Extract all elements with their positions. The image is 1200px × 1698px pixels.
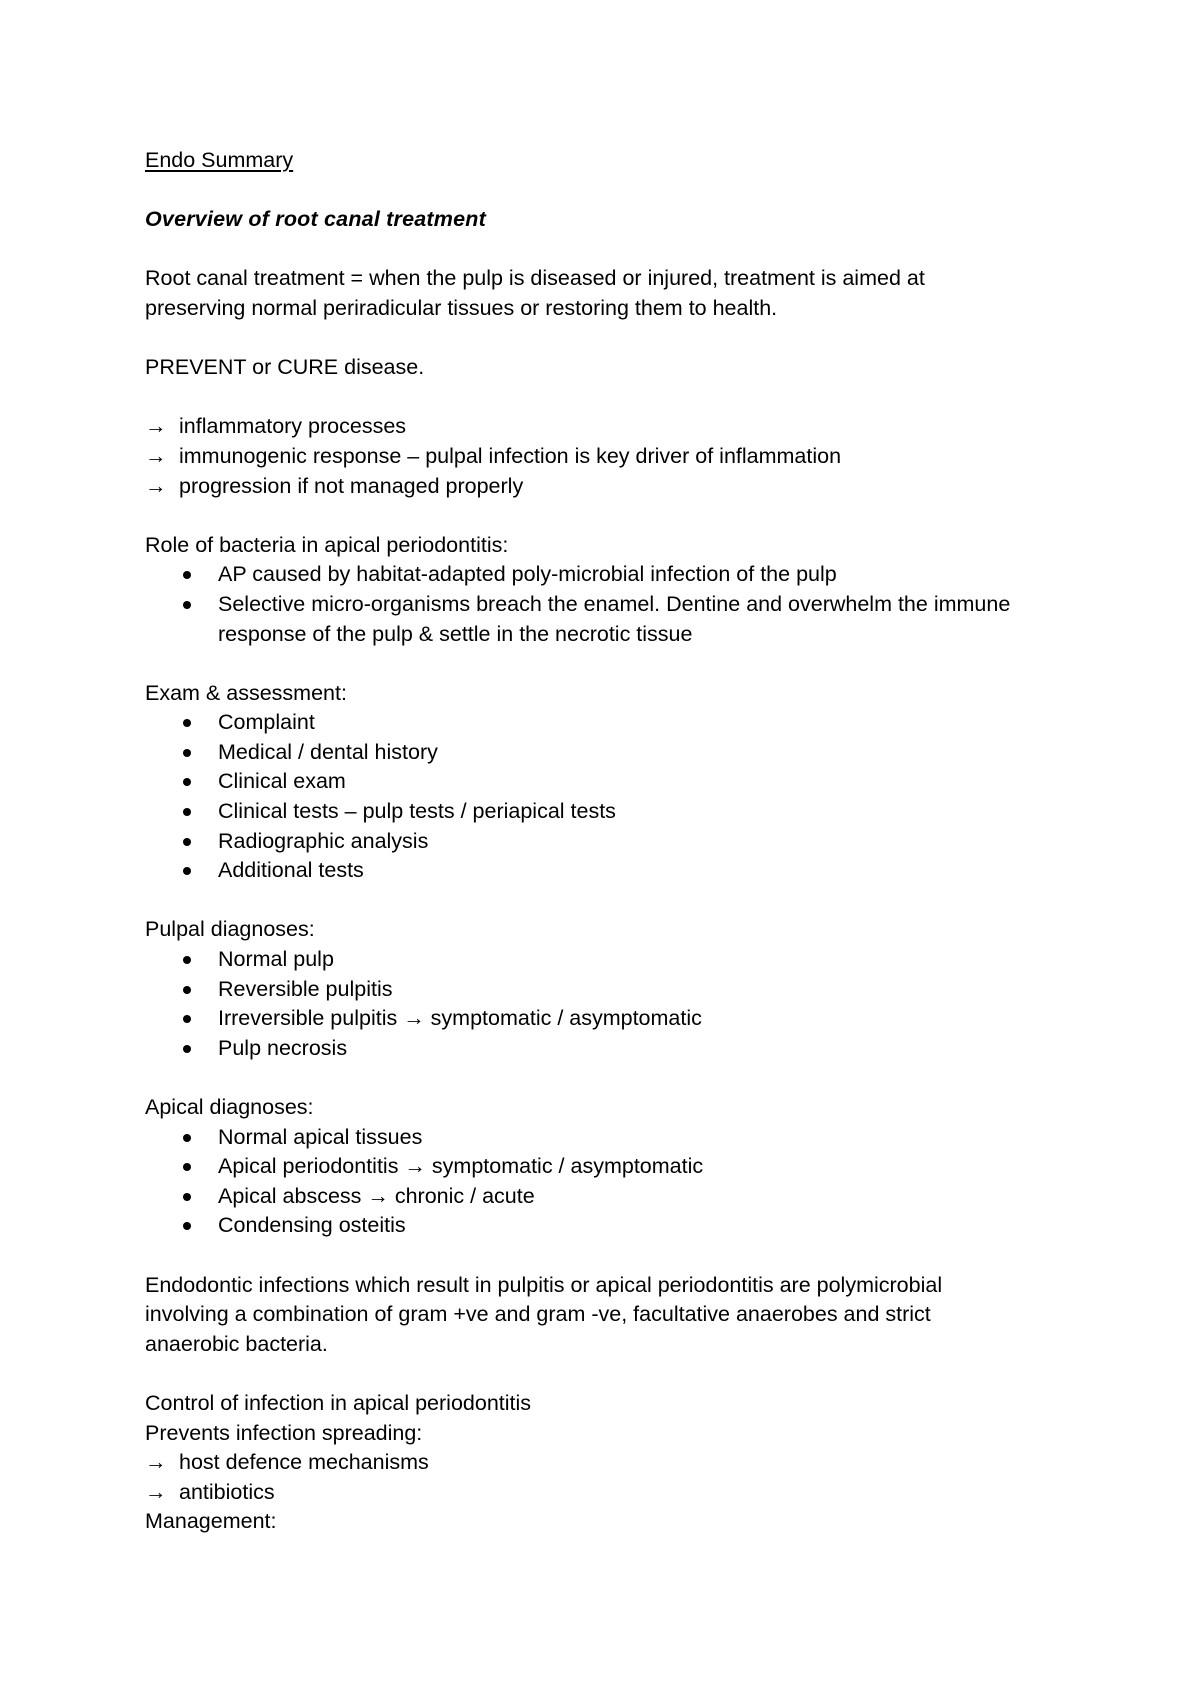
arrow-item [145, 1478, 1065, 1508]
list-item: Apical abscess → chronic / acute [145, 1182, 1065, 1212]
bullet-icon [183, 1163, 191, 1171]
arrow-item [145, 1448, 1065, 1478]
bullet-icon [183, 867, 191, 875]
arrow-item [145, 412, 1065, 442]
list-item: AP caused by habitat-adapted poly-microbial infection of the pulp [145, 560, 1065, 590]
bullet-icon [183, 808, 191, 816]
list-item: Reversible pulpitis [145, 975, 1065, 1005]
arrow-item-text: antibiotics [179, 1479, 275, 1504]
list-item: Normal pulp [145, 945, 1065, 975]
infections-paragraph-line: anaerobic bacteria. [145, 1331, 328, 1356]
list-item: Clinical exam [145, 767, 1065, 797]
bullet-icon [183, 778, 191, 786]
arrow-icon: → [145, 443, 167, 468]
list-item: Irreversible pulpitis → symptomatic / asymptomatic [145, 1004, 1065, 1034]
list-item: Complaint [145, 708, 1065, 738]
arrow-item-text: host defence mechanisms [179, 1450, 429, 1475]
exam-list [145, 708, 1065, 886]
list-item: Condensing osteitis [145, 1211, 1065, 1241]
list-item: Apical periodontitis → symptomatic / asymptomatic [145, 1152, 1065, 1182]
list-item: Medical / dental history [145, 738, 1065, 768]
arrow-icon: → [145, 1479, 167, 1504]
bullet-icon [183, 1193, 191, 1201]
section-heading-exam: Exam & assessment: [145, 680, 347, 705]
arrow-icon: → [145, 1450, 167, 1475]
bullet-icon [183, 749, 191, 757]
section-heading-apical: Apical diagnoses: [145, 1095, 314, 1119]
bullet-icon [183, 838, 191, 846]
bullet-icon [183, 601, 191, 609]
bullet-icon [183, 956, 191, 964]
management-heading: Management: [145, 1509, 277, 1534]
list-item: Selective micro-organisms breach the enamel. Dentine and overwhelm the immune response of the pulp & settle in the necrotic tissue [145, 590, 1065, 649]
definition-line: Root canal treatment = when the pulp is diseased or injured, treatment is aimed at [145, 266, 925, 291]
goal-statement: PREVENT or CURE disease. [145, 355, 425, 380]
section-heading-pulpal: Pulpal diagnoses: [145, 917, 315, 942]
document-body [145, 146, 1065, 1537]
bullet-icon [183, 719, 191, 727]
definition-line: preserving normal periradicular tissues or restoring them to health. [145, 295, 778, 320]
section-subtitle: Overview of root canal treatment [145, 207, 486, 232]
bullet-icon [183, 1045, 191, 1053]
bullet-icon [183, 571, 191, 579]
arrow-item-text: immunogenic response – pulpal infection is key driver of inflammation [179, 443, 842, 468]
arrow-icon: → [145, 414, 167, 439]
infections-paragraph-line: Endodontic infections which result in pulpitis or apical periodontitis are polymicrobial [145, 1272, 943, 1297]
arrow-item [145, 472, 1065, 502]
arrow-item-text: progression if not managed properly [179, 473, 524, 498]
list-item: Clinical tests – pulp tests / periapical tests [145, 797, 1065, 827]
document-title: Endo Summary [145, 148, 294, 172]
arrow-item-text: inflammatory processes [179, 414, 407, 439]
bacteria-list [145, 560, 1065, 649]
apical-list [145, 1123, 1065, 1241]
list-item: Additional tests [145, 856, 1065, 886]
section-heading-bacteria: Role of bacteria in apical periodontitis: [145, 532, 509, 557]
section-heading-control: Control of infection in apical periodontitis [145, 1390, 532, 1415]
bullet-icon [183, 1015, 191, 1023]
arrow-icon: → [145, 473, 167, 498]
bullet-icon [183, 986, 191, 994]
list-item: Pulp necrosis [145, 1034, 1065, 1064]
bullet-icon [183, 1222, 191, 1230]
arrow-item [145, 442, 1065, 472]
pulpal-list [145, 945, 1065, 1063]
bullet-icon [183, 1134, 191, 1142]
infections-paragraph-line: involving a combination of gram +ve and gram -ve, facultative anaerobes and strict [145, 1302, 931, 1327]
control-subheading: Prevents infection spreading: [145, 1420, 423, 1445]
list-item: Normal apical tissues [145, 1123, 1065, 1153]
list-item: Radiographic analysis [145, 827, 1065, 857]
